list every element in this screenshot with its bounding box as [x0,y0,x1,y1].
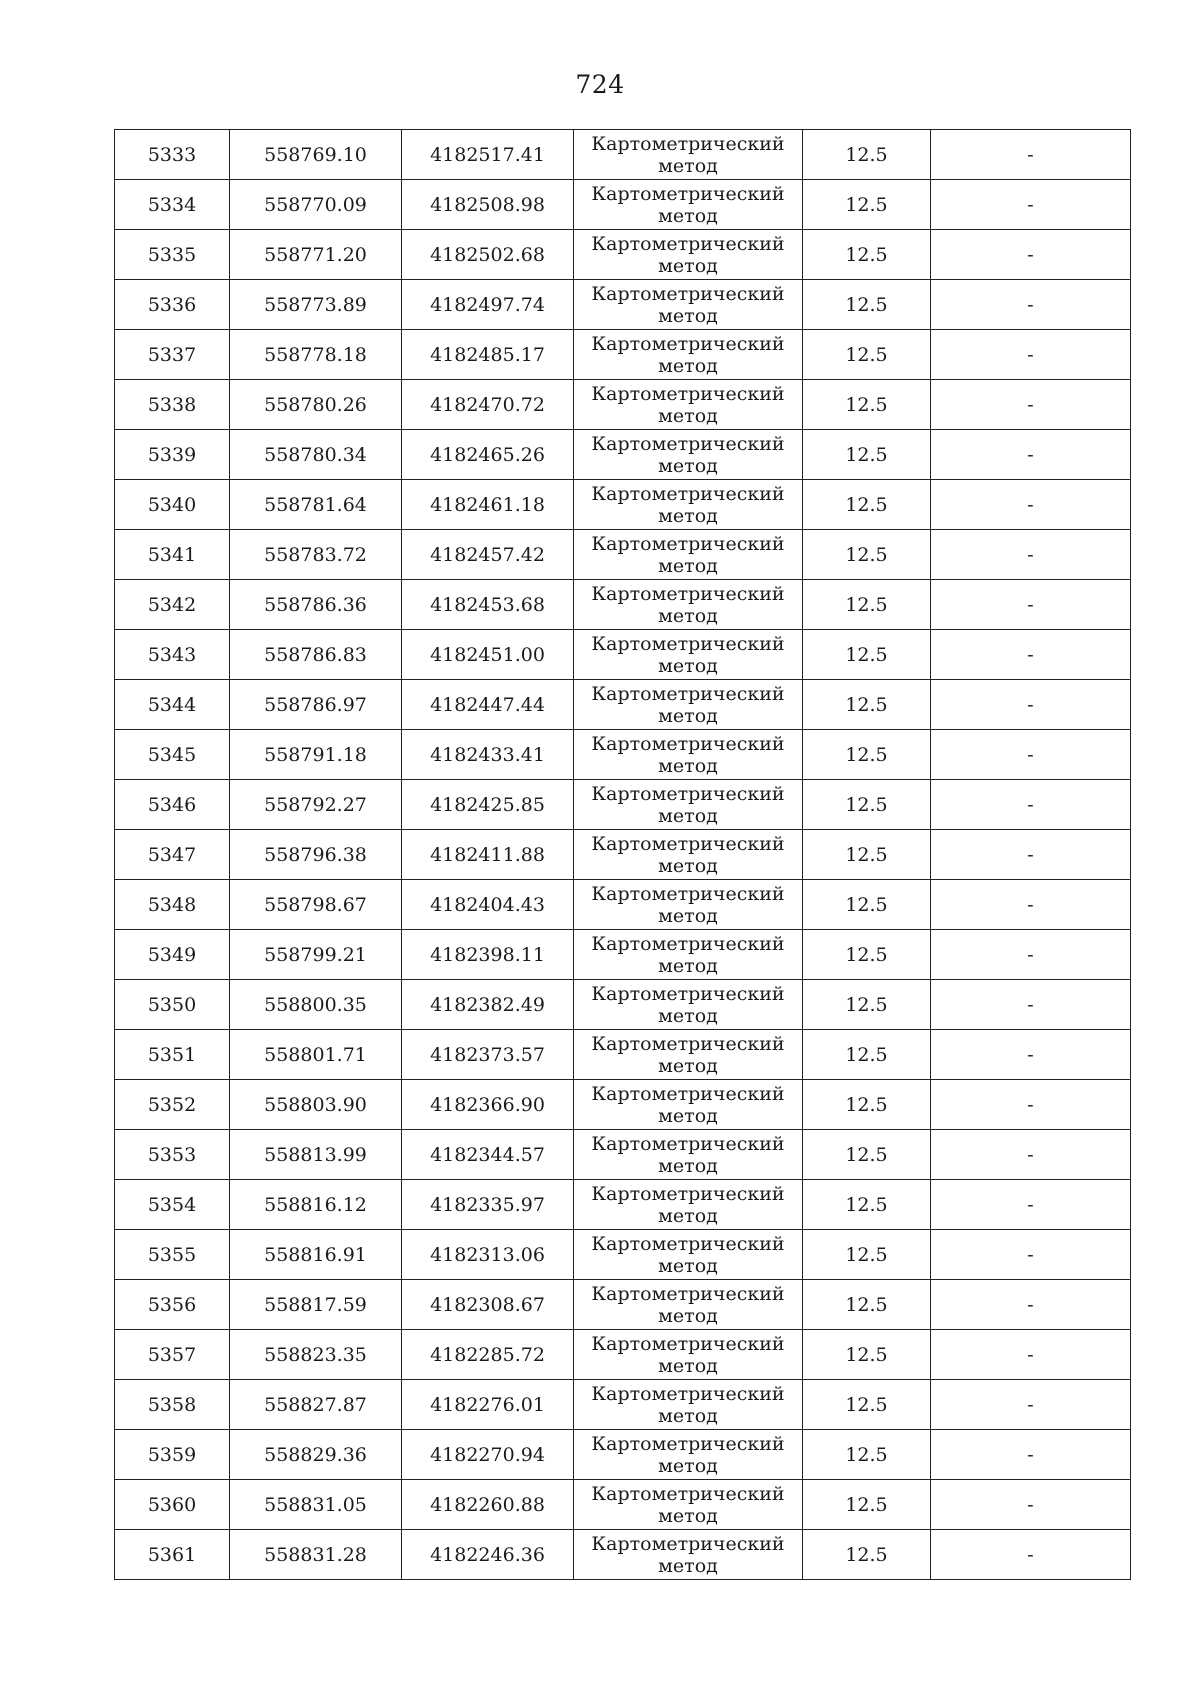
x-coordinate-cell: 558816.91 [230,1230,402,1280]
method-label-line-1: Картометрический [591,882,785,905]
method-label-line-1: Картометрический [591,1082,785,1105]
table-row [115,330,1131,380]
table-row [115,680,1131,730]
point-number-cell: 5349 [115,930,230,980]
x-coordinate-cell: 558800.35 [230,980,402,1030]
point-number-cell: 5357 [115,1330,230,1380]
accuracy-cell: 12.5 [803,530,931,580]
y-coordinate-cell: 4182382.49 [402,980,574,1030]
method-cell [574,1080,803,1130]
method-label-line-2: метод [658,1404,718,1427]
method-label-line-1: Картометрический [591,1032,785,1055]
point-number-cell: 5353 [115,1130,230,1180]
point-number-cell: 5340 [115,480,230,530]
y-coordinate-cell: 4182398.11 [402,930,574,980]
table-row [115,480,1131,530]
point-number-cell: 5351 [115,1030,230,1080]
accuracy-cell: 12.5 [803,630,931,680]
note-cell: - [931,330,1131,380]
point-number-cell: 5354 [115,1180,230,1230]
point-number-cell: 5361 [115,1530,230,1580]
note-cell: - [931,1230,1131,1280]
note-cell: - [931,980,1131,1030]
method-cell [574,1330,803,1380]
method-label-line-1: Картометрический [591,1132,785,1155]
table-row [115,1130,1131,1180]
x-coordinate-cell: 558803.90 [230,1080,402,1130]
method-cell [574,280,803,330]
accuracy-cell: 12.5 [803,280,931,330]
table-row [115,280,1131,330]
note-cell: - [931,580,1131,630]
method-label-line-1: Картометрический [591,1532,785,1555]
x-coordinate-cell: 558796.38 [230,830,402,880]
table-row [115,1480,1131,1530]
x-coordinate-cell: 558786.36 [230,580,402,630]
method-cell [574,1180,803,1230]
x-coordinate-cell: 558781.64 [230,480,402,530]
method-label-line-2: метод [658,154,718,177]
method-label-line-2: метод [658,1354,718,1377]
method-label-line-2: метод [658,854,718,877]
method-cell [574,830,803,880]
note-cell: - [931,1180,1131,1230]
accuracy-cell: 12.5 [803,1380,931,1430]
method-cell [574,430,803,480]
method-cell [574,1030,803,1080]
method-label-line-2: метод [658,1254,718,1277]
note-cell: - [931,1080,1131,1130]
note-cell: - [931,1530,1131,1580]
method-label-line-1: Картометрический [591,332,785,355]
y-coordinate-cell: 4182508.98 [402,180,574,230]
x-coordinate-cell: 558778.18 [230,330,402,380]
y-coordinate-cell: 4182502.68 [402,230,574,280]
table-row [115,430,1131,480]
note-cell: - [931,530,1131,580]
table-row [115,380,1131,430]
method-cell [574,130,803,180]
accuracy-cell: 12.5 [803,730,931,780]
method-label-line-1: Картометрический [591,1382,785,1405]
x-coordinate-cell: 558780.26 [230,380,402,430]
accuracy-cell: 12.5 [803,1330,931,1380]
method-label-line-2: метод [658,704,718,727]
x-coordinate-cell: 558823.35 [230,1330,402,1380]
note-cell: - [931,730,1131,780]
coordinates-table-body [115,130,1131,1580]
note-cell: - [931,130,1131,180]
note-cell: - [931,480,1131,530]
table-row [115,930,1131,980]
accuracy-cell: 12.5 [803,1080,931,1130]
y-coordinate-cell: 4182335.97 [402,1180,574,1230]
method-cell [574,630,803,680]
method-label-line-2: метод [658,404,718,427]
method-label-line-2: метод [658,604,718,627]
y-coordinate-cell: 4182373.57 [402,1030,574,1080]
y-coordinate-cell: 4182465.26 [402,430,574,480]
note-cell: - [931,780,1131,830]
method-cell [574,580,803,630]
point-number-cell: 5343 [115,630,230,680]
table-row [115,1080,1131,1130]
table-row [115,1230,1131,1280]
accuracy-cell: 12.5 [803,380,931,430]
method-cell [574,1380,803,1430]
point-number-cell: 5348 [115,880,230,930]
accuracy-cell: 12.5 [803,580,931,630]
method-label-line-1: Картометрический [591,482,785,505]
accuracy-cell: 12.5 [803,1480,931,1530]
point-number-cell: 5345 [115,730,230,780]
method-cell [574,1530,803,1580]
note-cell: - [931,880,1131,930]
x-coordinate-cell: 558829.36 [230,1430,402,1480]
method-cell [574,1480,803,1530]
accuracy-cell: 12.5 [803,480,931,530]
table-row [115,230,1131,280]
table-row [115,1030,1131,1080]
accuracy-cell: 12.5 [803,1180,931,1230]
method-label-line-2: метод [658,1154,718,1177]
method-cell [574,1130,803,1180]
method-label-line-2: метод [658,1054,718,1077]
accuracy-cell: 12.5 [803,230,931,280]
x-coordinate-cell: 558791.18 [230,730,402,780]
x-coordinate-cell: 558813.99 [230,1130,402,1180]
y-coordinate-cell: 4182485.17 [402,330,574,380]
method-cell [574,480,803,530]
method-label-line-1: Картометрический [591,382,785,405]
method-label-line-2: метод [658,1554,718,1577]
y-coordinate-cell: 4182447.44 [402,680,574,730]
method-cell [574,230,803,280]
note-cell: - [931,1130,1131,1180]
point-number-cell: 5355 [115,1230,230,1280]
method-label-line-1: Картометрический [591,132,785,155]
table-row [115,580,1131,630]
table-row [115,730,1131,780]
method-label-line-2: метод [658,304,718,327]
x-coordinate-cell: 558831.28 [230,1530,402,1580]
method-label-line-2: метод [658,754,718,777]
accuracy-cell: 12.5 [803,1430,931,1480]
point-number-cell: 5352 [115,1080,230,1130]
method-label-line-1: Картометрический [591,682,785,705]
note-cell: - [931,380,1131,430]
table-row [115,880,1131,930]
y-coordinate-cell: 4182470.72 [402,380,574,430]
accuracy-cell: 12.5 [803,930,931,980]
y-coordinate-cell: 4182497.74 [402,280,574,330]
table-row [115,1430,1131,1480]
point-number-cell: 5346 [115,780,230,830]
note-cell: - [931,280,1131,330]
method-cell [574,780,803,830]
table-row [115,130,1131,180]
method-label-line-2: метод [658,1304,718,1327]
method-label-line-2: метод [658,504,718,527]
point-number-cell: 5336 [115,280,230,330]
method-cell [574,880,803,930]
note-cell: - [931,930,1131,980]
method-label-line-1: Картометрический [591,1482,785,1505]
point-number-cell: 5344 [115,680,230,730]
method-label-line-2: метод [658,1454,718,1477]
point-number-cell: 5342 [115,580,230,630]
y-coordinate-cell: 4182270.94 [402,1430,574,1480]
note-cell: - [931,1030,1131,1080]
accuracy-cell: 12.5 [803,780,931,830]
x-coordinate-cell: 558780.34 [230,430,402,480]
method-label-line-1: Картометрический [591,1432,785,1455]
point-number-cell: 5359 [115,1430,230,1480]
method-label-line-2: метод [658,1504,718,1527]
point-number-cell: 5356 [115,1280,230,1330]
point-number-cell: 5347 [115,830,230,880]
coordinates-table [114,129,1131,1580]
note-cell: - [931,1480,1131,1530]
y-coordinate-cell: 4182246.36 [402,1530,574,1580]
method-cell [574,1430,803,1480]
x-coordinate-cell: 558816.12 [230,1180,402,1230]
method-label-line-2: метод [658,204,718,227]
method-label-line-1: Картометрический [591,732,785,755]
method-label-line-1: Картометрический [591,982,785,1005]
method-label-line-2: метод [658,904,718,927]
table-row [115,1280,1131,1330]
y-coordinate-cell: 4182308.67 [402,1280,574,1330]
table-row [115,830,1131,880]
note-cell: - [931,1430,1131,1480]
accuracy-cell: 12.5 [803,680,931,730]
accuracy-cell: 12.5 [803,830,931,880]
accuracy-cell: 12.5 [803,980,931,1030]
note-cell: - [931,1280,1131,1330]
table-row [115,1530,1131,1580]
y-coordinate-cell: 4182313.06 [402,1230,574,1280]
method-label-line-1: Картометрический [591,582,785,605]
y-coordinate-cell: 4182457.42 [402,530,574,580]
y-coordinate-cell: 4182260.88 [402,1480,574,1530]
point-number-cell: 5341 [115,530,230,580]
accuracy-cell: 12.5 [803,1130,931,1180]
method-label-line-1: Картометрический [591,282,785,305]
y-coordinate-cell: 4182276.01 [402,1380,574,1430]
x-coordinate-cell: 558769.10 [230,130,402,180]
table-row [115,630,1131,680]
point-number-cell: 5335 [115,230,230,280]
note-cell: - [931,630,1131,680]
point-number-cell: 5333 [115,130,230,180]
note-cell: - [931,430,1131,480]
method-cell [574,180,803,230]
y-coordinate-cell: 4182425.85 [402,780,574,830]
method-cell [574,1230,803,1280]
x-coordinate-cell: 558773.89 [230,280,402,330]
method-cell [574,530,803,580]
y-coordinate-cell: 4182453.68 [402,580,574,630]
point-number-cell: 5338 [115,380,230,430]
method-label-line-1: Картометрический [591,232,785,255]
method-cell [574,980,803,1030]
accuracy-cell: 12.5 [803,1280,931,1330]
x-coordinate-cell: 558783.72 [230,530,402,580]
method-label-line-2: метод [658,354,718,377]
accuracy-cell: 12.5 [803,1530,931,1580]
y-coordinate-cell: 4182366.90 [402,1080,574,1130]
method-label-line-1: Картометрический [591,1332,785,1355]
table-row [115,1380,1131,1430]
accuracy-cell: 12.5 [803,1230,931,1280]
note-cell: - [931,1380,1131,1430]
x-coordinate-cell: 558786.97 [230,680,402,730]
note-cell: - [931,680,1131,730]
y-coordinate-cell: 4182433.41 [402,730,574,780]
method-label-line-1: Картометрический [591,632,785,655]
method-label-line-1: Картометрический [591,1232,785,1255]
x-coordinate-cell: 558771.20 [230,230,402,280]
y-coordinate-cell: 4182461.18 [402,480,574,530]
accuracy-cell: 12.5 [803,130,931,180]
method-label-line-2: метод [658,1004,718,1027]
method-label-line-1: Картометрический [591,532,785,555]
point-number-cell: 5350 [115,980,230,1030]
y-coordinate-cell: 4182517.41 [402,130,574,180]
x-coordinate-cell: 558827.87 [230,1380,402,1430]
note-cell: - [931,830,1131,880]
method-label-line-2: метод [658,454,718,477]
method-label-line-2: метод [658,804,718,827]
accuracy-cell: 12.5 [803,1030,931,1080]
method-label-line-2: метод [658,654,718,677]
method-label-line-1: Картометрический [591,932,785,955]
method-label-line-1: Картометрический [591,782,785,805]
method-cell [574,930,803,980]
x-coordinate-cell: 558831.05 [230,1480,402,1530]
table-row [115,530,1131,580]
method-label-line-1: Картометрический [591,1182,785,1205]
note-cell: - [931,230,1131,280]
method-cell [574,380,803,430]
method-label-line-2: метод [658,254,718,277]
point-number-cell: 5334 [115,180,230,230]
page-number: 724 [575,70,625,99]
table-row [115,780,1131,830]
y-coordinate-cell: 4182344.57 [402,1130,574,1180]
method-label-line-1: Картометрический [591,432,785,455]
point-number-cell: 5358 [115,1380,230,1430]
method-cell [574,330,803,380]
x-coordinate-cell: 558817.59 [230,1280,402,1330]
accuracy-cell: 12.5 [803,330,931,380]
method-label-line-1: Картометрический [591,832,785,855]
x-coordinate-cell: 558799.21 [230,930,402,980]
method-cell [574,1280,803,1330]
note-cell: - [931,1330,1131,1380]
table-row [115,980,1131,1030]
method-label-line-1: Картометрический [591,1282,785,1305]
y-coordinate-cell: 4182285.72 [402,1330,574,1380]
x-coordinate-cell: 558786.83 [230,630,402,680]
y-coordinate-cell: 4182451.00 [402,630,574,680]
y-coordinate-cell: 4182404.43 [402,880,574,930]
point-number-cell: 5360 [115,1480,230,1530]
method-label-line-2: метод [658,554,718,577]
table-row [115,1330,1131,1380]
x-coordinate-cell: 558770.09 [230,180,402,230]
point-number-cell: 5337 [115,330,230,380]
note-cell: - [931,180,1131,230]
method-label-line-2: метод [658,954,718,977]
method-cell [574,680,803,730]
accuracy-cell: 12.5 [803,880,931,930]
method-label-line-2: метод [658,1104,718,1127]
point-number-cell: 5339 [115,430,230,480]
x-coordinate-cell: 558798.67 [230,880,402,930]
method-cell [574,730,803,780]
y-coordinate-cell: 4182411.88 [402,830,574,880]
accuracy-cell: 12.5 [803,430,931,480]
method-label-line-2: метод [658,1204,718,1227]
method-label-line-1: Картометрический [591,182,785,205]
table-row [115,180,1131,230]
accuracy-cell: 12.5 [803,180,931,230]
table-row [115,1180,1131,1230]
x-coordinate-cell: 558801.71 [230,1030,402,1080]
x-coordinate-cell: 558792.27 [230,780,402,830]
